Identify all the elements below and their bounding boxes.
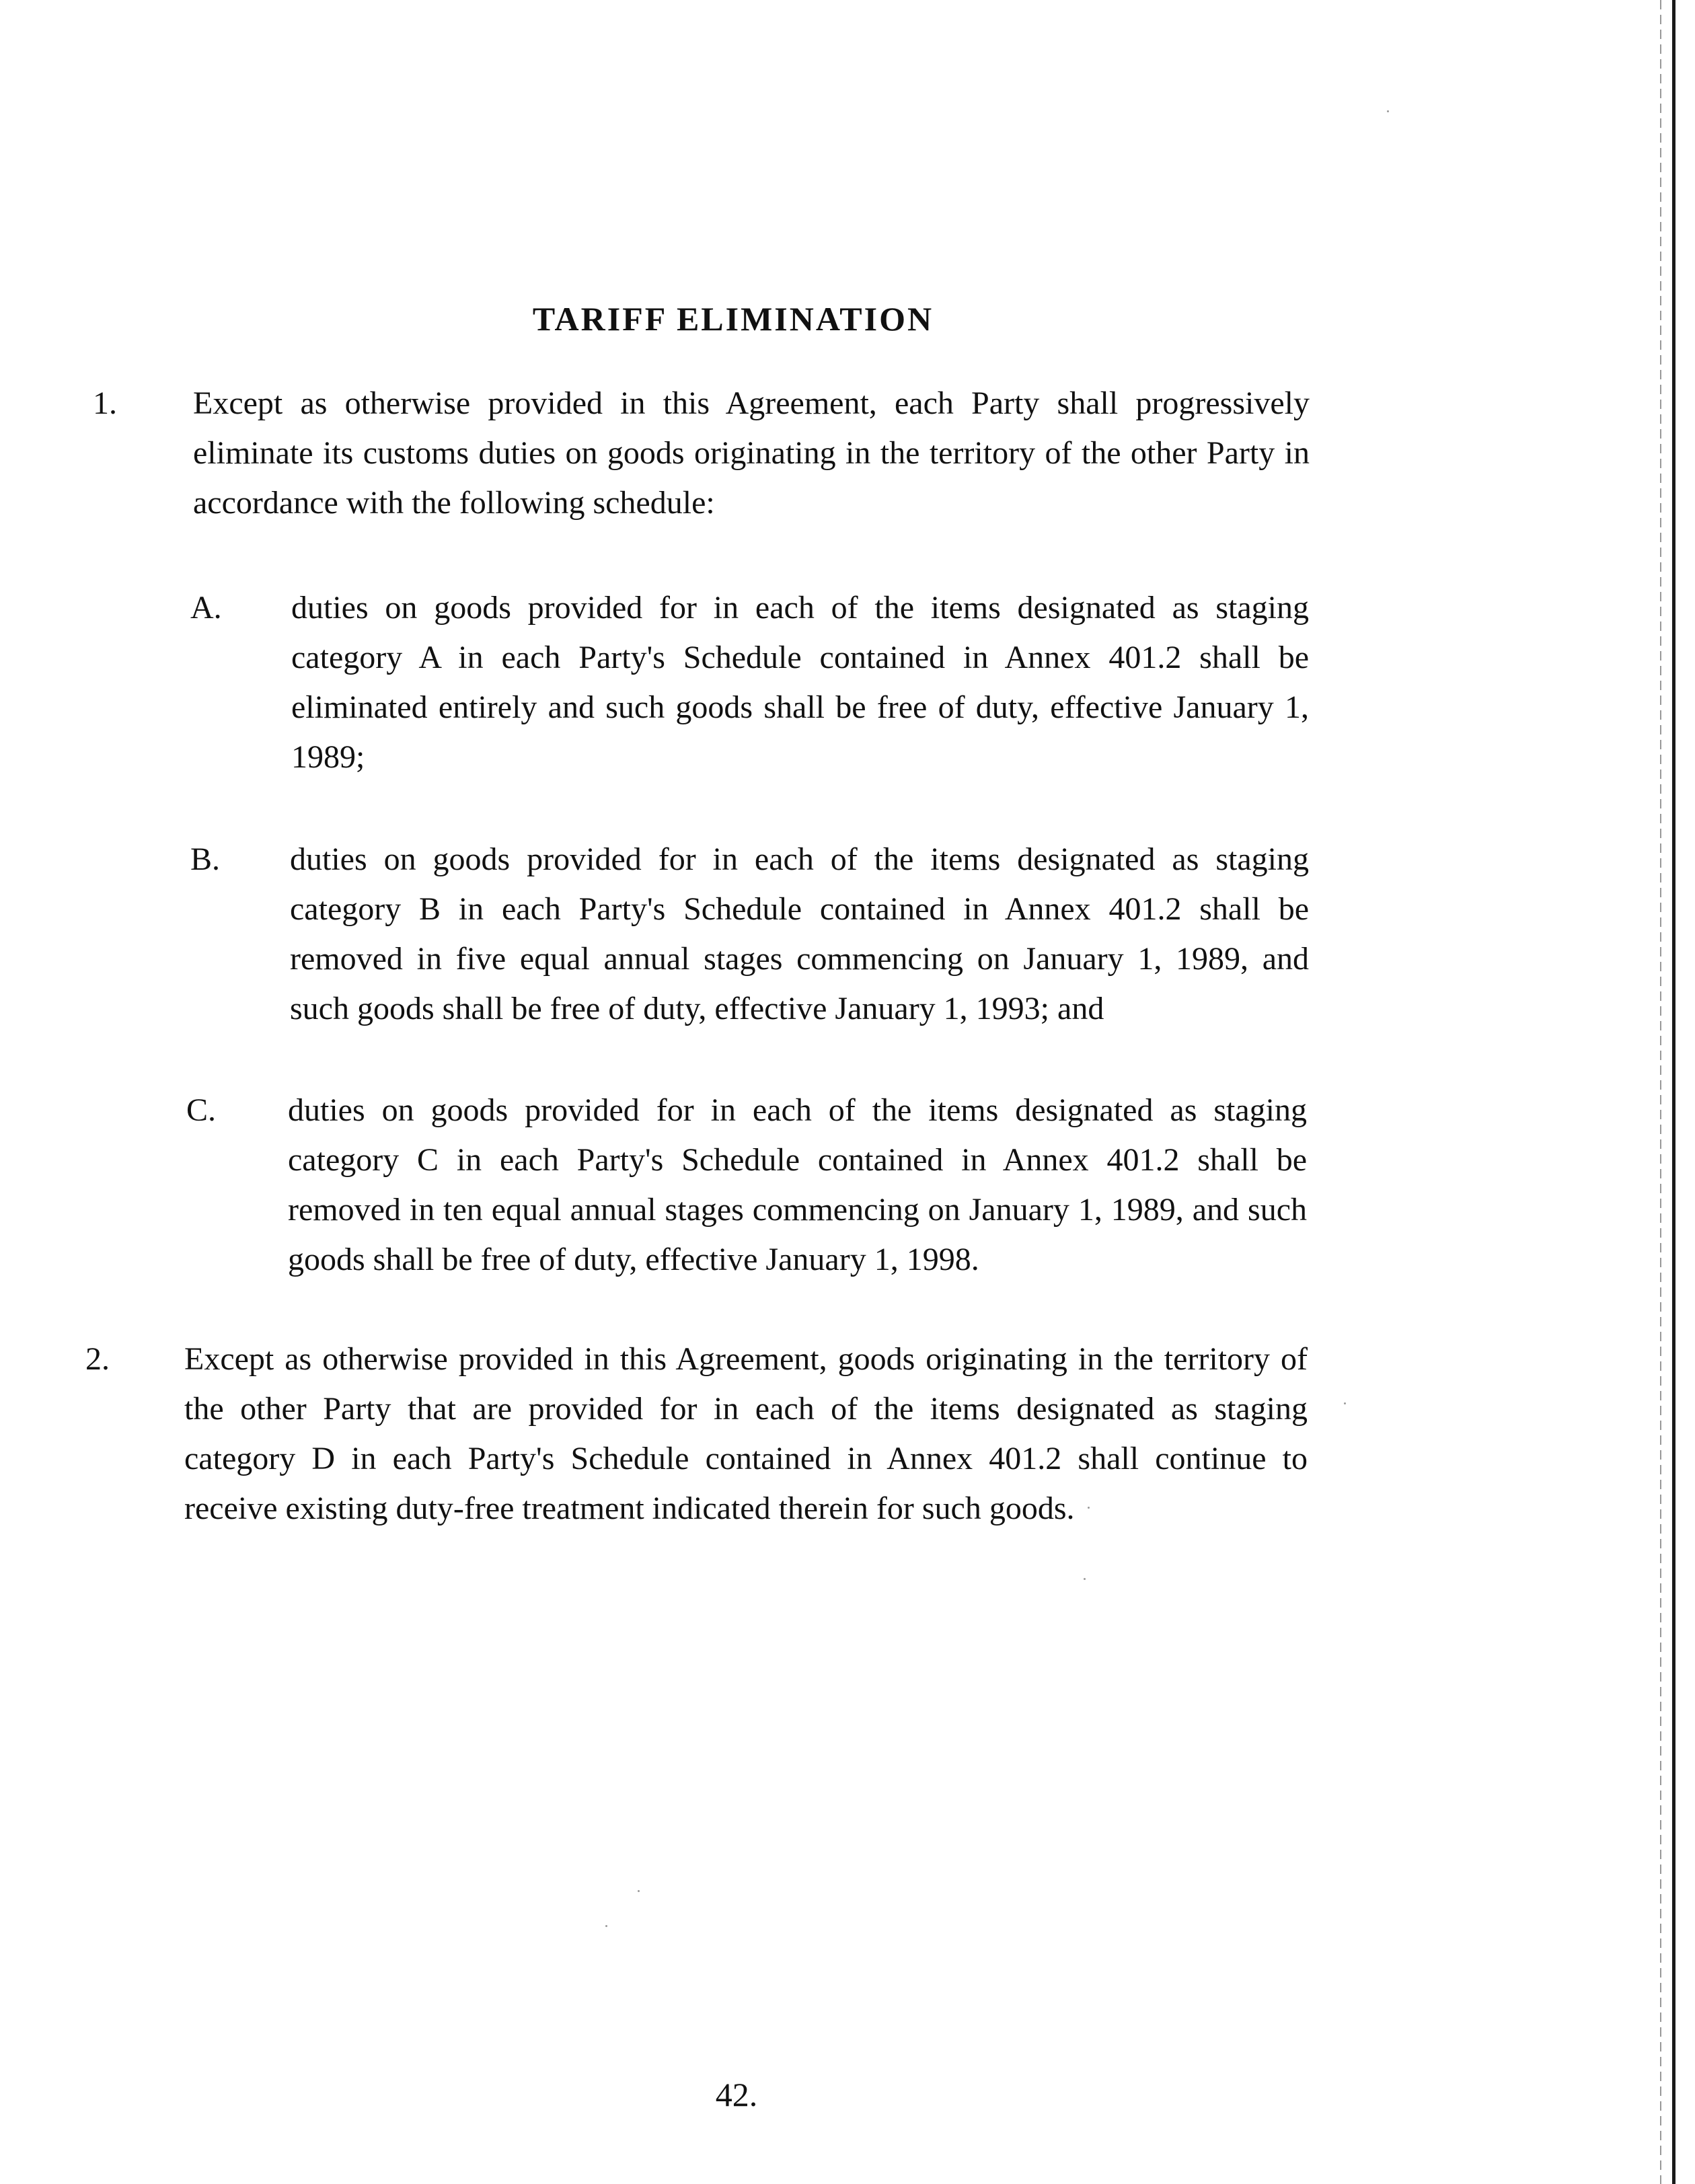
paragraph-1-text: Except as otherwise provided in this Agreement, each Party shall progressively eliminate its customs duties on goods originating in the territory of the other Party in accordance with the following schedule: — [193, 385, 1310, 521]
paragraph-2-number: 2. — [85, 1341, 110, 1377]
scan-speck — [1344, 1402, 1346, 1404]
scan-speck — [1088, 1507, 1090, 1509]
scan-speck — [638, 1890, 640, 1892]
scan-speck — [1387, 110, 1389, 112]
scan-speck — [605, 1925, 607, 1927]
subitem-a-text: duties on goods provided for in each of the items designated as staging category A in each Party's Schedule contained in Annex 401.2 shall be eliminated entirely and such goods shall be free of duty, effective January 1, 1989; — [291, 590, 1309, 775]
subitem-c-letter: C. — [186, 1092, 217, 1128]
page-number: 42. — [715, 2076, 758, 2113]
scan-edge-inner-line — [1660, 0, 1661, 2184]
subitem-b-text: duties on goods provided for in each of the items designated as staging category B in each Party's Schedule contained in Annex 401.2 shall be removed in five equal annual stages commencing on January 1, 1989, and such goods shall be free of duty, effective January 1, 1993; and — [290, 841, 1309, 1026]
scan-speck — [1084, 1578, 1086, 1580]
document-title: TARIFF ELIMINATION — [532, 300, 934, 338]
paragraph-1-number: 1. — [93, 385, 117, 421]
paragraph-2-text: Except as otherwise provided in this Agreement, goods originating in the territory of the other Party that are provided for in each of the items designated as staging category D in each Party's Schedule contained in Annex 401.2 shall continue to receive existing duty-free treatment indicated therein for such goods. — [184, 1341, 1308, 1526]
subitem-a-letter: A. — [190, 590, 222, 626]
subitem-b-letter: B. — [190, 841, 221, 877]
subitem-c-text: duties on goods provided for in each of the items designated as staging category C in each Party's Schedule contained in Annex 401.2 shall be removed in ten equal annual stages commencing on January 1, 1989, and such goods shall be free of duty, effective January 1, 1998. — [288, 1092, 1307, 1277]
scan-edge-outer-line — [1672, 0, 1675, 2184]
